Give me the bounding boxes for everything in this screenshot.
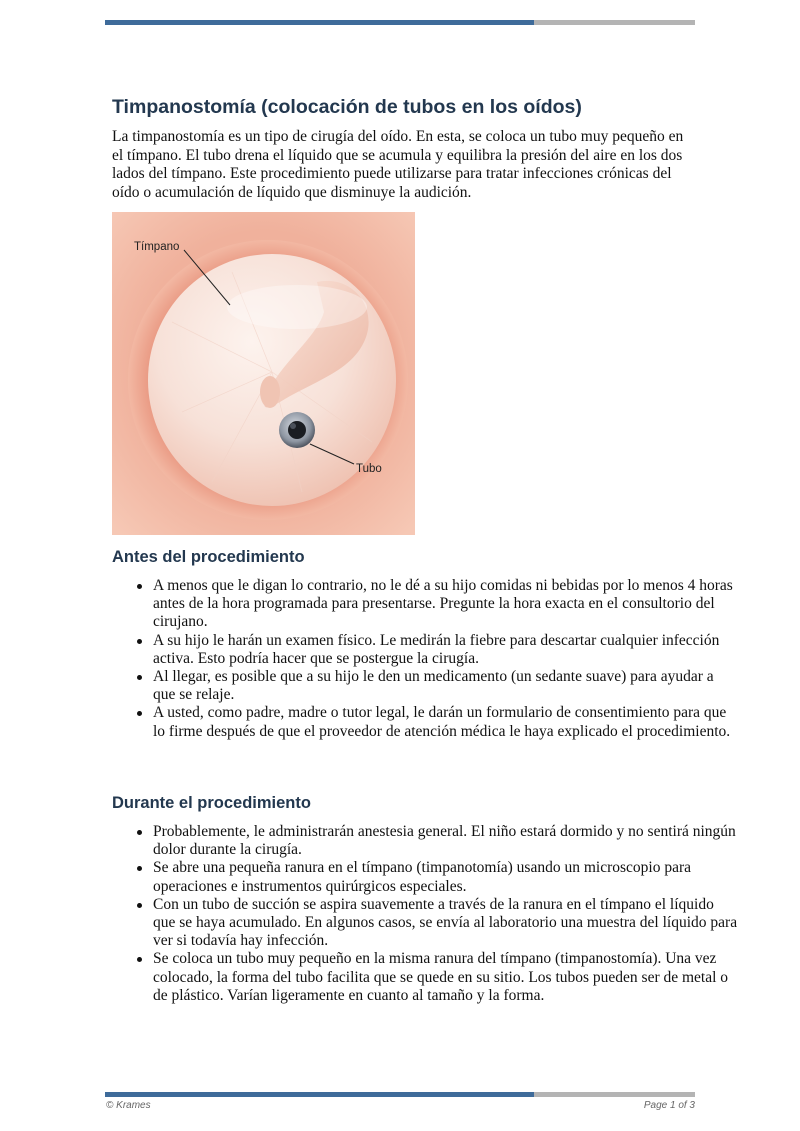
eardrum-illustration xyxy=(112,212,415,535)
footer-copyright: © Krames xyxy=(106,1100,151,1111)
umbo xyxy=(260,376,280,408)
footer-rule-gray xyxy=(534,1092,695,1097)
membrane-highlight xyxy=(227,285,367,329)
header-rule-blue xyxy=(105,20,534,25)
list-item: A menos que le digan lo contrario, no le dé a su hijo comidas ni bebidas por lo menos 4 horas antes de la hora programada para presentarse. Pregunte la hora exacta en el consultorio del cirujano. xyxy=(153,577,738,632)
list-item: Se abre una pequeña ranura en el tímpano (timpanotomía) usando un microscopio para operaciones e instrumentos quirúrgicos especiales. xyxy=(153,859,738,895)
tube-shine xyxy=(290,423,296,429)
header-rule xyxy=(105,20,695,25)
during-list xyxy=(112,823,738,1005)
label-timpano: Tímpano xyxy=(134,241,180,253)
list-item: Se coloca un tubo muy pequeño en la misma ranura del tímpano (timpanostomía). Una vez colocado, la forma del tubo facilita que se quede en su sitio. Los tubos pueden ser de metal o de plástico. Varían ligeramente en cuanto al tamaño y la forma. xyxy=(153,950,738,1005)
list-item: Probablemente, le administrarán anestesia general. El niño estará dormido y no sentirá ningún dolor durante la cirugía. xyxy=(153,823,738,859)
list-item: A usted, como padre, madre o tutor legal, le darán un formulario de consentimiento para que lo firme después de que el proveedor de atención médica le haya explicado el procedimiento. xyxy=(153,704,738,740)
eardrum-svg xyxy=(112,212,415,535)
list-item: Al llegar, es posible que a su hijo le den un medicamento (un sedante suave) para ayudar a que se relaje. xyxy=(153,668,738,704)
label-tubo: Tubo xyxy=(356,463,382,475)
section-heading-before: Antes del procedimiento xyxy=(112,548,305,566)
intro-paragraph: La timpanostomía es un tipo de cirugía del oído. En esta, se coloca un tubo muy pequeño en el tímpano. El tubo drena el líquido que se acumula y equilibra la presión del aire en los dos lados del tímpano. Este procedimiento puede utilizarse para tratar infecciones crónicas del oído o acumulación de líquido que disminuye la audición. xyxy=(112,128,684,201)
footer-page-number: Page 1 of 3 xyxy=(643,1100,695,1111)
header-rule-gray xyxy=(534,20,695,25)
list-item: Con un tubo de succión se aspira suavemente a través de la ranura en el tímpano el líquido que se haya acumulado. En algunos casos, se envía al laboratorio una muestra del líquido para ver si todavía hay infección. xyxy=(153,895,738,950)
before-list xyxy=(112,577,738,741)
footer-rule-blue xyxy=(105,1092,534,1097)
tube-hole xyxy=(288,421,306,439)
page-title: Timpanostomía (colocación de tubos en los oídos) xyxy=(112,96,582,118)
list-item: A su hijo le harán un examen físico. Le medirán la fiebre para descartar cualquier infección activa. Esto podría hacer que se postergue la cirugía. xyxy=(153,632,738,668)
section-heading-during: Durante el procedimiento xyxy=(112,794,311,812)
footer-rule xyxy=(105,1092,695,1097)
